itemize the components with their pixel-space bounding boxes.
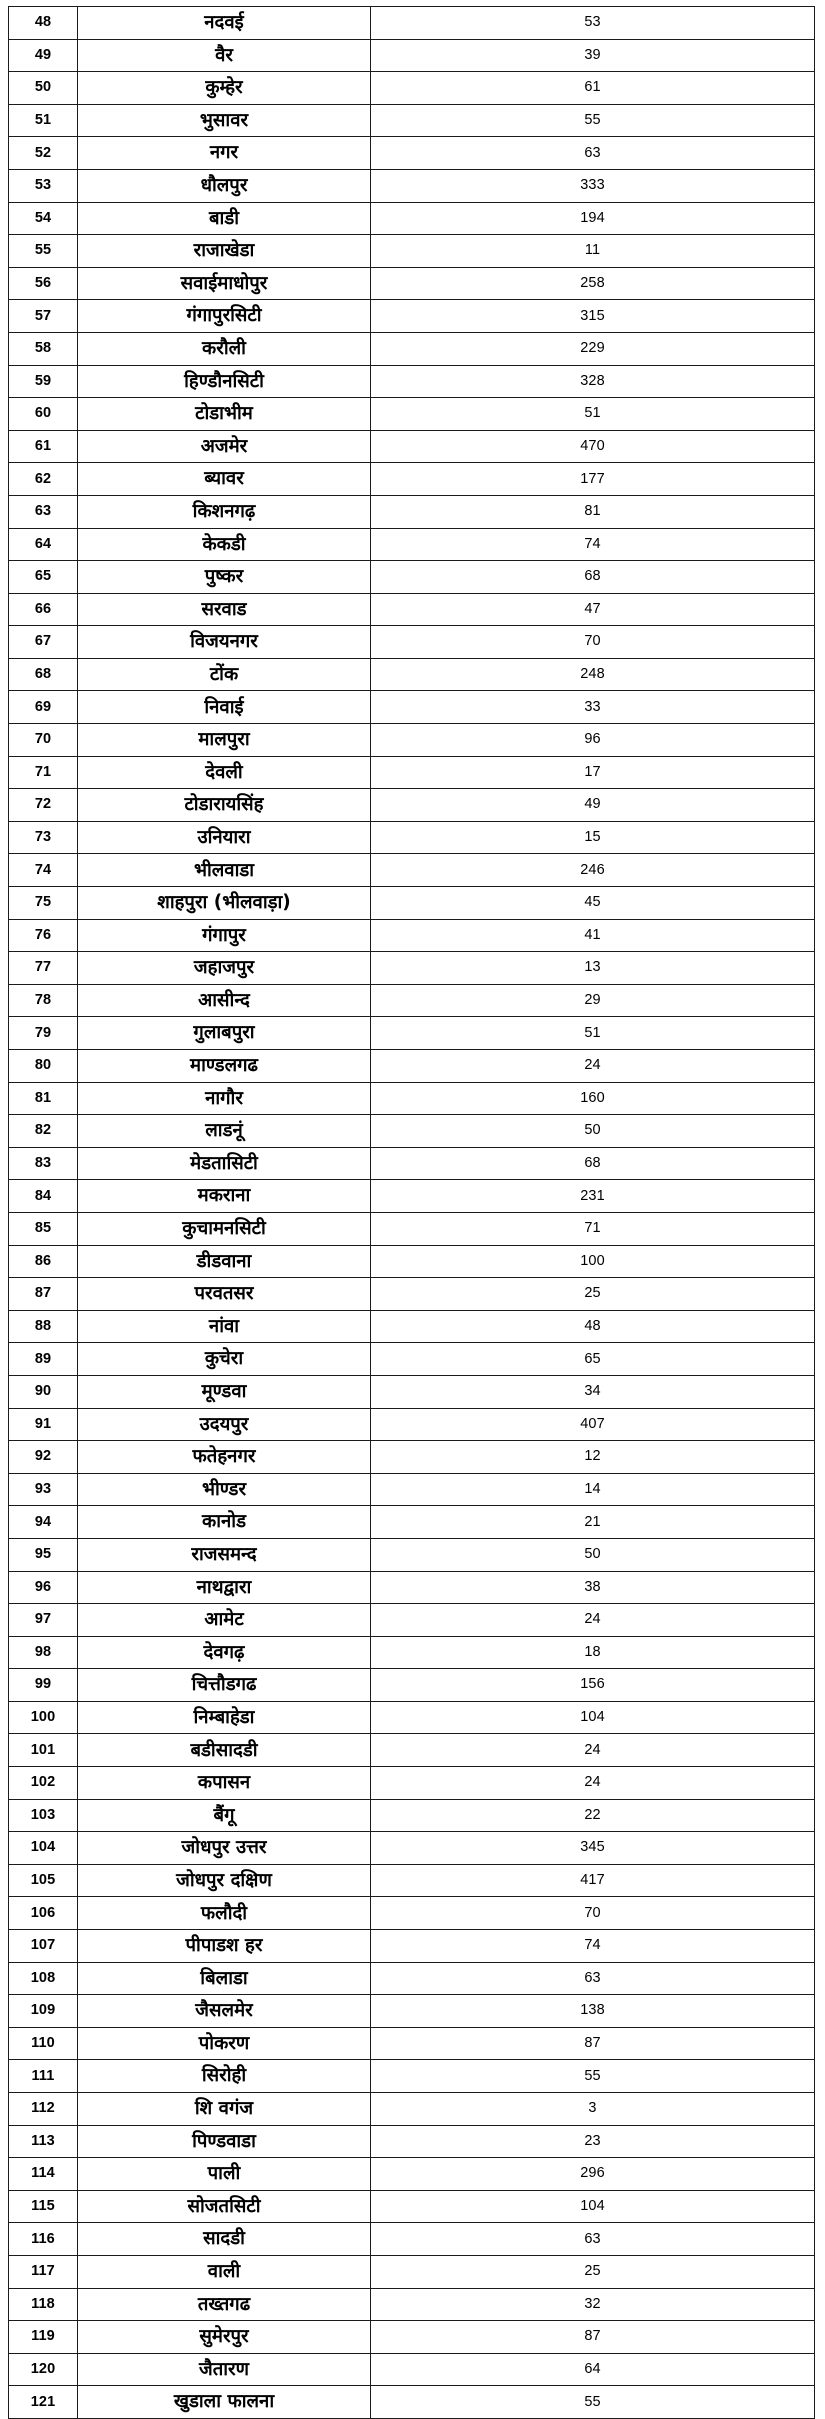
cell-location-name: सुमेरपुर [78, 2321, 371, 2354]
cell-count-value: 51 [371, 398, 815, 431]
table-body [9, 7, 815, 2419]
cell-count-value: 3 [371, 2093, 815, 2126]
cell-location-name: उनियारा [78, 821, 371, 854]
cell-location-name: कुम्हेर [78, 72, 371, 105]
cell-count-value: 248 [371, 658, 815, 691]
cell-location-name: सोजतसिटी [78, 2190, 371, 2223]
cell-location-name: तख्तगढ [78, 2288, 371, 2321]
cell-serial-number: 51 [9, 104, 78, 137]
cell-location-name: खुडाला फालना [78, 2386, 371, 2419]
cell-location-name: फलौदी [78, 1897, 371, 1930]
cell-location-name: ब्यावर [78, 463, 371, 496]
cell-count-value: 41 [371, 919, 815, 952]
table-row [9, 1734, 815, 1767]
table-row [9, 1408, 815, 1441]
cell-count-value: 138 [371, 1995, 815, 2028]
cell-serial-number: 102 [9, 1767, 78, 1800]
cell-count-value: 246 [371, 854, 815, 887]
cell-location-name: चित्तौडगढ [78, 1669, 371, 1702]
cell-count-value: 14 [371, 1473, 815, 1506]
cell-serial-number: 116 [9, 2223, 78, 2256]
table-row [9, 1669, 815, 1702]
cell-count-value: 296 [371, 2158, 815, 2191]
cell-count-value: 104 [371, 2190, 815, 2223]
cell-serial-number: 48 [9, 7, 78, 40]
cell-count-value: 33 [371, 691, 815, 724]
cell-count-value: 74 [371, 528, 815, 561]
cell-location-name: देवगढ़ [78, 1636, 371, 1669]
cell-serial-number: 53 [9, 169, 78, 202]
cell-serial-number: 118 [9, 2288, 78, 2321]
cell-location-name: बडीसादडी [78, 1734, 371, 1767]
cell-count-value: 71 [371, 1212, 815, 1245]
table-row [9, 2321, 815, 2354]
table-row [9, 528, 815, 561]
table-row [9, 235, 815, 268]
cell-serial-number: 97 [9, 1604, 78, 1637]
table-row [9, 1962, 815, 1995]
cell-serial-number: 75 [9, 887, 78, 920]
cell-count-value: 53 [371, 7, 815, 40]
table-row [9, 593, 815, 626]
cell-serial-number: 103 [9, 1799, 78, 1832]
table-row [9, 854, 815, 887]
cell-count-value: 39 [371, 39, 815, 72]
cell-serial-number: 76 [9, 919, 78, 952]
cell-serial-number: 65 [9, 561, 78, 594]
table-row [9, 919, 815, 952]
cell-count-value: 21 [371, 1506, 815, 1539]
table-row [9, 169, 815, 202]
cell-location-name: पिण्डवाडा [78, 2125, 371, 2158]
cell-serial-number: 61 [9, 430, 78, 463]
cell-count-value: 417 [371, 1864, 815, 1897]
cell-serial-number: 56 [9, 267, 78, 300]
cell-location-name: बैंगू [78, 1799, 371, 1832]
cell-count-value: 328 [371, 365, 815, 398]
table-row [9, 1115, 815, 1148]
cell-serial-number: 99 [9, 1669, 78, 1702]
cell-serial-number: 94 [9, 1506, 78, 1539]
cell-serial-number: 62 [9, 463, 78, 496]
cell-serial-number: 117 [9, 2255, 78, 2288]
cell-count-value: 96 [371, 724, 815, 757]
cell-serial-number: 74 [9, 854, 78, 887]
cell-location-name: अजमेर [78, 430, 371, 463]
cell-count-value: 104 [371, 1701, 815, 1734]
cell-location-name: फतेहनगर [78, 1441, 371, 1474]
table-row [9, 1604, 815, 1637]
cell-serial-number: 68 [9, 658, 78, 691]
cell-serial-number: 107 [9, 1930, 78, 1963]
table-row [9, 1799, 815, 1832]
cell-count-value: 24 [371, 1604, 815, 1637]
table-row [9, 1180, 815, 1213]
cell-location-name: नगर [78, 137, 371, 170]
cell-location-name: पाली [78, 2158, 371, 2191]
table-row [9, 39, 815, 72]
table-row [9, 724, 815, 757]
cell-count-value: 15 [371, 821, 815, 854]
table-row [9, 2093, 815, 2126]
table-row [9, 1082, 815, 1115]
cell-serial-number: 111 [9, 2060, 78, 2093]
table-row [9, 1897, 815, 1930]
cell-count-value: 45 [371, 887, 815, 920]
cell-serial-number: 95 [9, 1538, 78, 1571]
cell-count-value: 70 [371, 1897, 815, 1930]
table-row [9, 952, 815, 985]
cell-location-name: आसीन्द [78, 984, 371, 1017]
table-row [9, 1538, 815, 1571]
cell-count-value: 24 [371, 1734, 815, 1767]
cell-count-value: 50 [371, 1538, 815, 1571]
table-row [9, 821, 815, 854]
cell-count-value: 315 [371, 300, 815, 333]
cell-location-name: विजयनगर [78, 626, 371, 659]
cell-count-value: 258 [371, 267, 815, 300]
table-row [9, 1506, 815, 1539]
cell-location-name: भुसावर [78, 104, 371, 137]
cell-location-name: बाडी [78, 202, 371, 235]
cell-count-value: 65 [371, 1343, 815, 1376]
cell-serial-number: 50 [9, 72, 78, 105]
cell-serial-number: 93 [9, 1473, 78, 1506]
cell-serial-number: 82 [9, 1115, 78, 1148]
cell-location-name: जोधपुर दक्षिण [78, 1864, 371, 1897]
cell-count-value: 38 [371, 1571, 815, 1604]
cell-count-value: 470 [371, 430, 815, 463]
cell-location-name: सादडी [78, 2223, 371, 2256]
cell-location-name: पोकरण [78, 2027, 371, 2060]
cell-serial-number: 77 [9, 952, 78, 985]
cell-count-value: 51 [371, 1017, 815, 1050]
table-row [9, 202, 815, 235]
table-row [9, 756, 815, 789]
table-row [9, 1212, 815, 1245]
table-row [9, 1995, 815, 2028]
cell-count-value: 32 [371, 2288, 815, 2321]
cell-location-name: किशनगढ़ [78, 495, 371, 528]
cell-location-name: सिरोही [78, 2060, 371, 2093]
cell-count-value: 24 [371, 1050, 815, 1083]
cell-location-name: डीडवाना [78, 1245, 371, 1278]
table-row [9, 430, 815, 463]
cell-location-name: शाहपुरा (भीलवाड़ा) [78, 887, 371, 920]
table-row [9, 984, 815, 1017]
table-row [9, 1050, 815, 1083]
cell-count-value: 68 [371, 561, 815, 594]
cell-count-value: 55 [371, 104, 815, 137]
table-row [9, 2190, 815, 2223]
cell-serial-number: 90 [9, 1375, 78, 1408]
cell-count-value: 68 [371, 1147, 815, 1180]
table-row [9, 1017, 815, 1050]
cell-serial-number: 49 [9, 39, 78, 72]
cell-count-value: 11 [371, 235, 815, 268]
table-row [9, 1701, 815, 1734]
table-row [9, 365, 815, 398]
cell-serial-number: 89 [9, 1343, 78, 1376]
table-row [9, 1930, 815, 1963]
cell-location-name: कानोड [78, 1506, 371, 1539]
table-row [9, 1278, 815, 1311]
cell-location-name: लाडनूं [78, 1115, 371, 1148]
table-row [9, 1441, 815, 1474]
cell-serial-number: 55 [9, 235, 78, 268]
cell-serial-number: 87 [9, 1278, 78, 1311]
cell-location-name: नांवा [78, 1310, 371, 1343]
cell-location-name: नाथद्वारा [78, 1571, 371, 1604]
cell-serial-number: 78 [9, 984, 78, 1017]
cell-serial-number: 92 [9, 1441, 78, 1474]
table-row [9, 561, 815, 594]
cell-serial-number: 96 [9, 1571, 78, 1604]
table-row [9, 1571, 815, 1604]
cell-count-value: 333 [371, 169, 815, 202]
table-row [9, 332, 815, 365]
cell-serial-number: 83 [9, 1147, 78, 1180]
table-row [9, 7, 815, 40]
cell-serial-number: 88 [9, 1310, 78, 1343]
table-row [9, 2288, 815, 2321]
cell-serial-number: 119 [9, 2321, 78, 2354]
cell-location-name: मेडतासिटी [78, 1147, 371, 1180]
cell-serial-number: 114 [9, 2158, 78, 2191]
cell-serial-number: 86 [9, 1245, 78, 1278]
table-row [9, 1767, 815, 1800]
cell-count-value: 156 [371, 1669, 815, 1702]
cell-count-value: 25 [371, 2255, 815, 2288]
cell-serial-number: 60 [9, 398, 78, 431]
table-row [9, 887, 815, 920]
cell-serial-number: 109 [9, 1995, 78, 2028]
cell-serial-number: 101 [9, 1734, 78, 1767]
table-row [9, 1832, 815, 1865]
table-row [9, 104, 815, 137]
cell-serial-number: 71 [9, 756, 78, 789]
cell-serial-number: 100 [9, 1701, 78, 1734]
cell-serial-number: 52 [9, 137, 78, 170]
cell-serial-number: 84 [9, 1180, 78, 1213]
cell-count-value: 12 [371, 1441, 815, 1474]
table-row [9, 2027, 815, 2060]
cell-serial-number: 57 [9, 300, 78, 333]
cell-serial-number: 79 [9, 1017, 78, 1050]
cell-count-value: 17 [371, 756, 815, 789]
cell-count-value: 29 [371, 984, 815, 1017]
cell-location-name: गुलाबपुरा [78, 1017, 371, 1050]
table-row [9, 658, 815, 691]
table-row [9, 1473, 815, 1506]
cell-location-name: सरवाड [78, 593, 371, 626]
cell-location-name: नागौर [78, 1082, 371, 1115]
cell-location-name: जोधपुर उत्तर [78, 1832, 371, 1865]
table-row [9, 463, 815, 496]
cell-count-value: 407 [371, 1408, 815, 1441]
cell-serial-number: 98 [9, 1636, 78, 1669]
cell-location-name: गंगापुर [78, 919, 371, 952]
cell-serial-number: 115 [9, 2190, 78, 2223]
table-row [9, 1864, 815, 1897]
table-row [9, 1375, 815, 1408]
table-row [9, 1147, 815, 1180]
cell-location-name: माण्डलगढ [78, 1050, 371, 1083]
cell-location-name: टोंक [78, 658, 371, 691]
cell-location-name: देवली [78, 756, 371, 789]
table-row [9, 398, 815, 431]
cell-serial-number: 113 [9, 2125, 78, 2158]
cell-serial-number: 121 [9, 2386, 78, 2419]
cell-location-name: धौलपुर [78, 169, 371, 202]
table-row [9, 691, 815, 724]
cell-location-name: हिण्डौनसिटी [78, 365, 371, 398]
cell-location-name: कुचेरा [78, 1343, 371, 1376]
cell-location-name: टोडाभीम [78, 398, 371, 431]
cell-location-name: राजाखेडा [78, 235, 371, 268]
cell-serial-number: 64 [9, 528, 78, 561]
table-row [9, 1245, 815, 1278]
table-row [9, 300, 815, 333]
table-row [9, 1343, 815, 1376]
cell-location-name: निवाई [78, 691, 371, 724]
table-row [9, 2223, 815, 2256]
cell-count-value: 63 [371, 2223, 815, 2256]
cell-serial-number: 73 [9, 821, 78, 854]
cell-count-value: 48 [371, 1310, 815, 1343]
cell-count-value: 231 [371, 1180, 815, 1213]
table-row [9, 495, 815, 528]
cell-count-value: 87 [371, 2027, 815, 2060]
cell-count-value: 61 [371, 72, 815, 105]
cell-count-value: 13 [371, 952, 815, 985]
cell-count-value: 24 [371, 1767, 815, 1800]
cell-location-name: जहाजपुर [78, 952, 371, 985]
cell-count-value: 74 [371, 1930, 815, 1963]
table-row [9, 2353, 815, 2386]
cell-serial-number: 63 [9, 495, 78, 528]
table-row [9, 2125, 815, 2158]
cell-location-name: गंगापुरसिटी [78, 300, 371, 333]
cell-location-name: राजसमन्द [78, 1538, 371, 1571]
cell-location-name: मूण्डवा [78, 1375, 371, 1408]
cell-count-value: 55 [371, 2386, 815, 2419]
cell-location-name: भीण्डर [78, 1473, 371, 1506]
cell-count-value: 47 [371, 593, 815, 626]
cell-location-name: करौली [78, 332, 371, 365]
cell-count-value: 229 [371, 332, 815, 365]
table-row [9, 2060, 815, 2093]
cell-location-name: सवाईमाधोपुर [78, 267, 371, 300]
cell-serial-number: 59 [9, 365, 78, 398]
cell-location-name: टोडारायसिंह [78, 789, 371, 822]
cell-serial-number: 91 [9, 1408, 78, 1441]
cell-count-value: 23 [371, 2125, 815, 2158]
cell-serial-number: 54 [9, 202, 78, 235]
cell-count-value: 50 [371, 1115, 815, 1148]
cell-serial-number: 108 [9, 1962, 78, 1995]
cell-location-name: पीपाडश हर [78, 1930, 371, 1963]
cell-location-name: जैतारण [78, 2353, 371, 2386]
cell-location-name: निम्बाहेडा [78, 1701, 371, 1734]
table-row [9, 626, 815, 659]
cell-serial-number: 110 [9, 2027, 78, 2060]
cell-serial-number: 67 [9, 626, 78, 659]
cell-location-name: आमेट [78, 1604, 371, 1637]
cell-count-value: 70 [371, 626, 815, 659]
cell-count-value: 63 [371, 137, 815, 170]
table-row [9, 72, 815, 105]
cell-serial-number: 70 [9, 724, 78, 757]
cell-count-value: 194 [371, 202, 815, 235]
cell-location-name: परवतसर [78, 1278, 371, 1311]
cell-count-value: 49 [371, 789, 815, 822]
table-row [9, 2386, 815, 2419]
table-row [9, 1310, 815, 1343]
table-row [9, 267, 815, 300]
cell-count-value: 18 [371, 1636, 815, 1669]
cell-count-value: 55 [371, 2060, 815, 2093]
cell-location-name: पुष्कर [78, 561, 371, 594]
cell-serial-number: 81 [9, 1082, 78, 1115]
cell-count-value: 63 [371, 1962, 815, 1995]
cell-location-name: भीलवाडा [78, 854, 371, 887]
table-row [9, 2158, 815, 2191]
cell-location-name: उदयपुर [78, 1408, 371, 1441]
cell-count-value: 87 [371, 2321, 815, 2354]
locations-data-table [8, 6, 815, 2419]
cell-serial-number: 85 [9, 1212, 78, 1245]
cell-serial-number: 106 [9, 1897, 78, 1930]
cell-location-name: वैर [78, 39, 371, 72]
cell-serial-number: 69 [9, 691, 78, 724]
cell-count-value: 25 [371, 1278, 815, 1311]
cell-count-value: 22 [371, 1799, 815, 1832]
cell-serial-number: 105 [9, 1864, 78, 1897]
cell-serial-number: 112 [9, 2093, 78, 2126]
table-row [9, 2255, 815, 2288]
cell-location-name: मकराना [78, 1180, 371, 1213]
cell-location-name: नदवई [78, 7, 371, 40]
cell-count-value: 177 [371, 463, 815, 496]
table-row [9, 137, 815, 170]
cell-serial-number: 120 [9, 2353, 78, 2386]
table-row [9, 789, 815, 822]
cell-count-value: 345 [371, 1832, 815, 1865]
cell-serial-number: 58 [9, 332, 78, 365]
cell-location-name: केकडी [78, 528, 371, 561]
cell-count-value: 81 [371, 495, 815, 528]
cell-serial-number: 72 [9, 789, 78, 822]
cell-count-value: 34 [371, 1375, 815, 1408]
cell-count-value: 64 [371, 2353, 815, 2386]
cell-location-name: बिलाडा [78, 1962, 371, 1995]
cell-count-value: 100 [371, 1245, 815, 1278]
cell-serial-number: 66 [9, 593, 78, 626]
cell-serial-number: 104 [9, 1832, 78, 1865]
cell-location-name: वाली [78, 2255, 371, 2288]
cell-location-name: कुचामनसिटी [78, 1212, 371, 1245]
table-row [9, 1636, 815, 1669]
cell-location-name: जैसलमेर [78, 1995, 371, 2028]
cell-location-name: शि वगंज [78, 2093, 371, 2126]
cell-location-name: मालपुरा [78, 724, 371, 757]
cell-count-value: 160 [371, 1082, 815, 1115]
cell-serial-number: 80 [9, 1050, 78, 1083]
cell-location-name: कपासन [78, 1767, 371, 1800]
